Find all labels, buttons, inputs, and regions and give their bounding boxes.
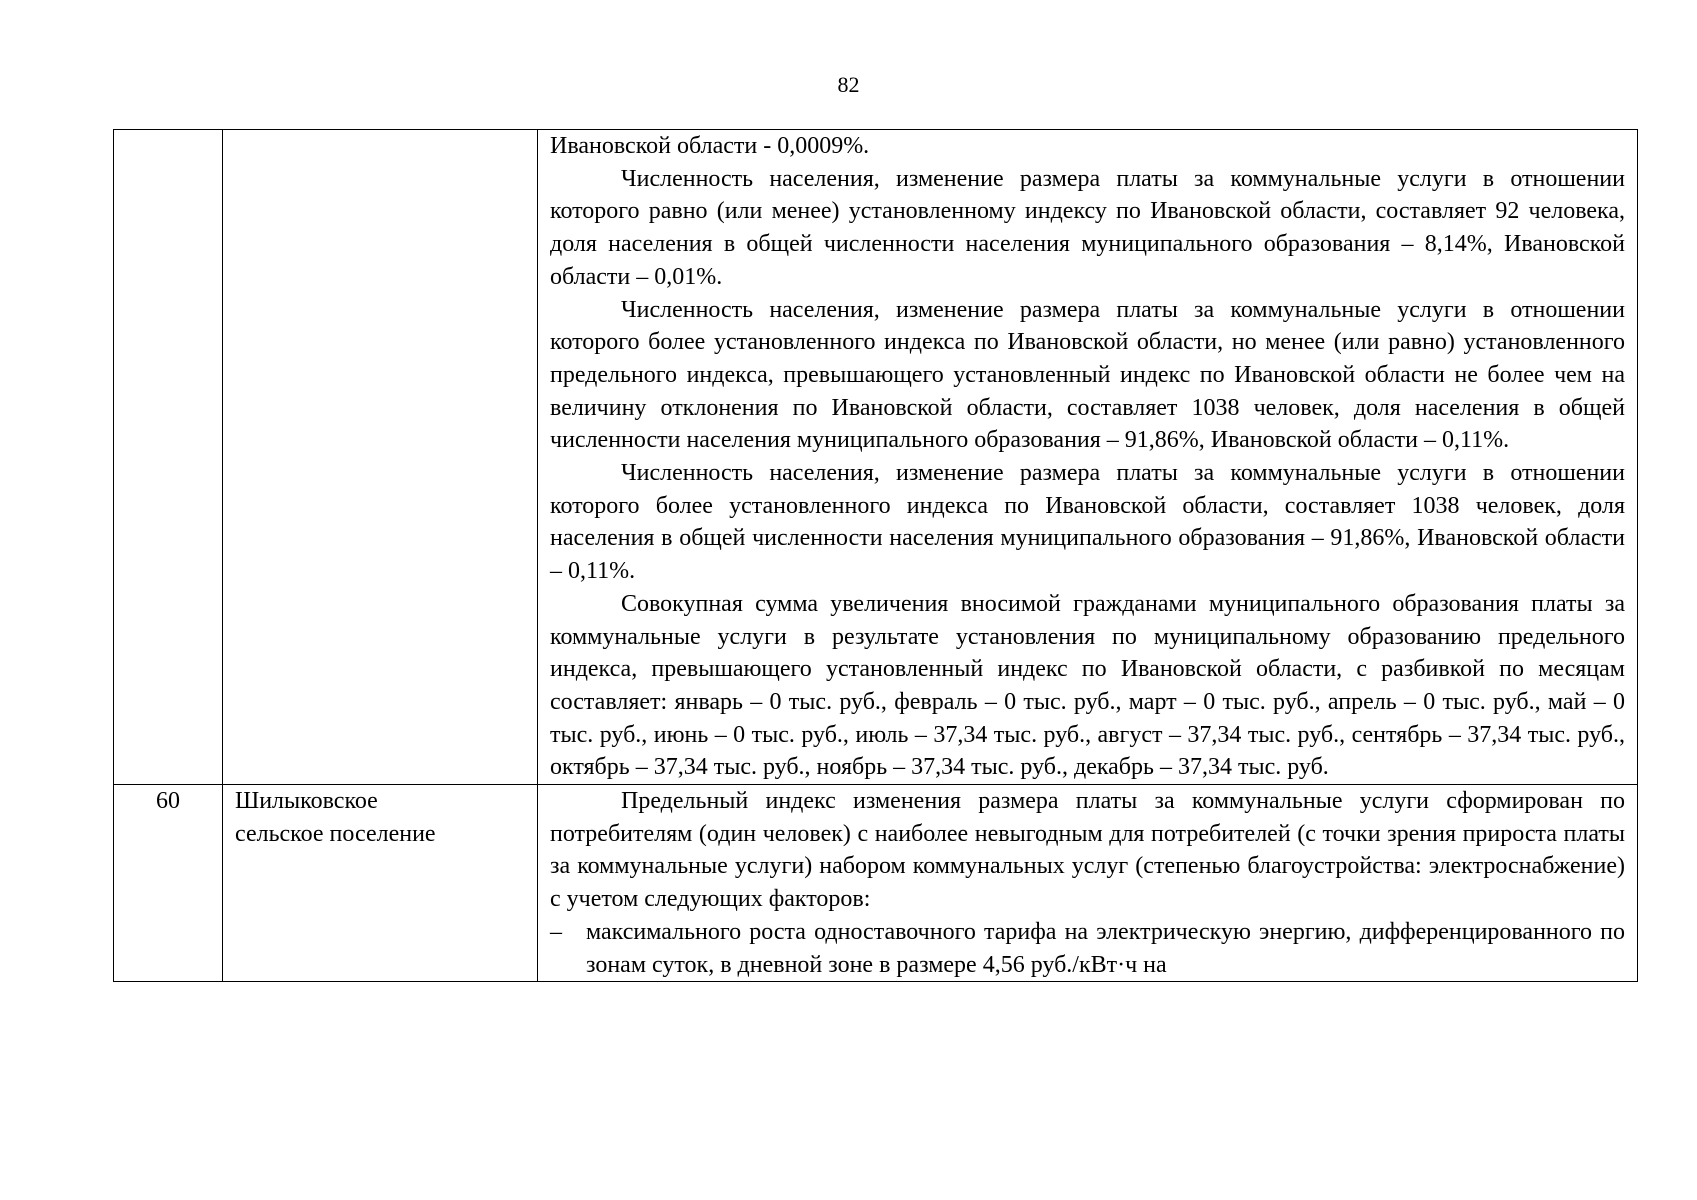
row-number-cell: 60 [114,785,223,982]
list-item [550,916,1625,981]
document-table [113,129,1638,982]
settlement-name-line: сельское поселение [235,820,436,847]
paragraph: Ивановской области - 0,0009%. [550,133,870,159]
paragraph: Предельный индекс изменения размера платы за коммунальные услуги сформирован по потребителям (один человек) с наиболее невыгодным для потребителей (с точки зрения прироста платы за коммунальные услуги) набором коммунальных услуг (степенью благоустройства: электроснабжение) с учетом следующих факторов: [550,788,1625,913]
dash-marker: – [550,918,562,945]
table-row [114,130,1638,785]
settlement-name-cell [223,130,538,785]
paragraph: Совокупная сумма увеличения вносимой гражданами муниципального образования платы за коммунальные услуги в результате установления по муниципальному образованию предельного индекса, превышающего установленный индекс по Ивановской области, с разбивкой по месяцам составляет: январь – 0 тыс. руб., февраль – 0 тыс. руб., март – 0 тыс. руб., апрель – 0 тыс. руб., май – 0 тыс. руб., июнь – 0 тыс. руб., июль – 37,34 тыс. руб., август – 37,34 тыс. руб., сентябрь – 37,34 тыс. руб., октябрь – 37,34 тыс. руб., ноябрь – 37,34 тыс. руб., декабрь – 37,34 тыс. руб. [550,590,1625,781]
paragraph: Численность населения, изменение размера платы за коммунальные услуги в отношении которого более установленного индекса по Ивановской области, но менее (или равно) установленного предельного индекса, превышающего установленный индекс по Ивановской области не более чем на величину отклонения по Ивановской области, составляет 1038 человек, доля населения в общей численности населения муниципального образования – 91,86%, Ивановской области – 0,11%. [550,296,1625,454]
list-item-text: максимального роста одноставочного тарифа на электрическую энергию, дифференцированного по зонам суток, в дневной зоне в размере 4,56 руб./кВт·ч на [586,918,1625,978]
description-cell [538,130,1638,785]
paragraph: Численность населения, изменение размера платы за коммунальные услуги в отношении которого более установленного индекса по Ивановской области, составляет 1038 человек, доля населения в общей численности населения муниципального образования – 91,86%, Ивановской области – 0,11%. [550,460,1625,585]
description-cell [538,785,1638,982]
paragraph: Численность населения, изменение размера платы за коммунальные услуги в отношении которого равно (или менее) установленному индексу по Ивановской области, составляет 92 человека, доля населения в общей численности населения муниципального образования – 8,14%, Ивановской области – 0,01%. [550,165,1625,290]
row-number-cell [114,130,223,785]
table-row [114,785,1638,982]
settlement-name-cell [223,785,538,982]
page-number: 82 [837,72,860,97]
settlement-name-line: Шилыковское [235,788,378,815]
